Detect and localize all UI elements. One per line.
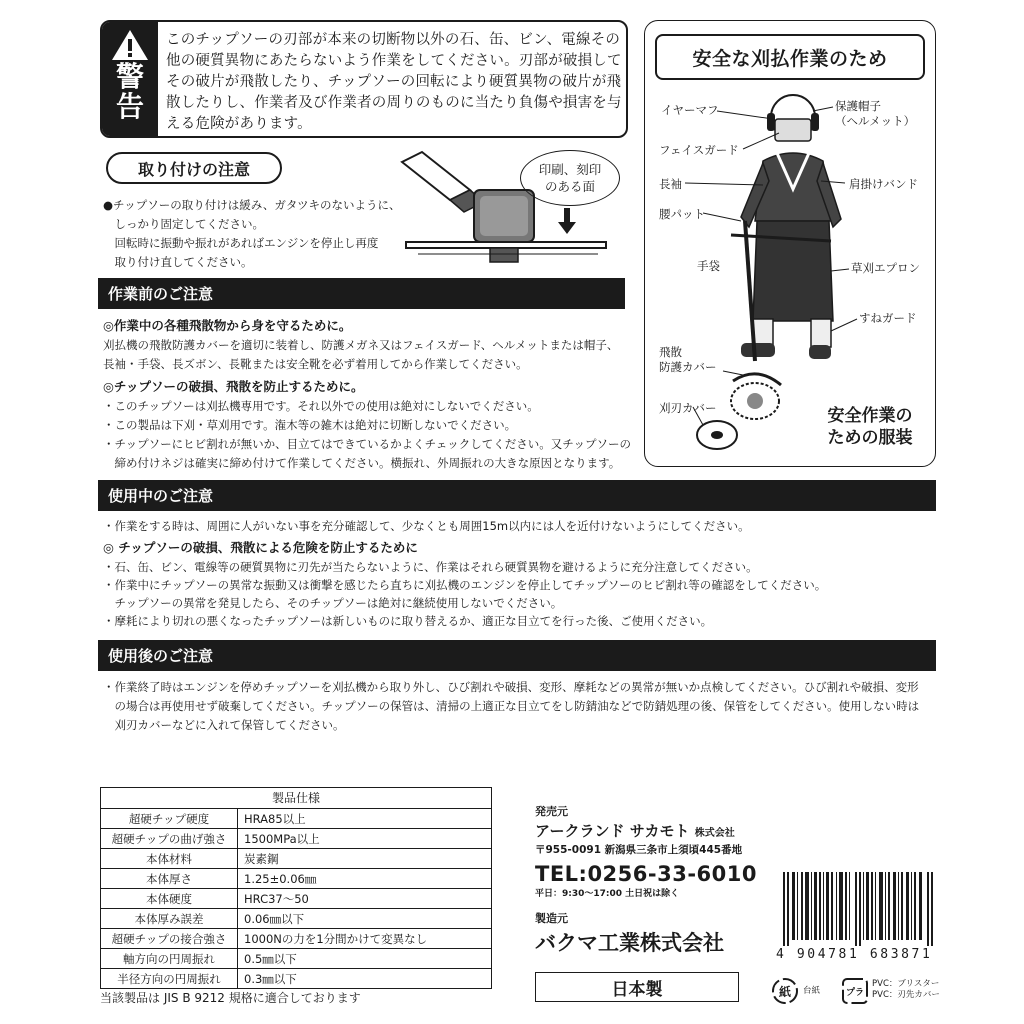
before-work-line: 締め付けネジは確実に締め付けて作業してください。横振れ、外周振れの大きな原因となります。 [103,456,621,470]
seller-address: 〒955-0091 新潟県三条市上須頃445番地 [535,844,743,856]
seller-name-text: アークランド サカモト [535,822,690,840]
panel-caption-text: 安全作業の ための服装 [827,406,913,448]
spec-value: 1.25±0.06㎜ [238,869,492,889]
before-work-header: 作業前のご注意 [98,278,625,309]
during-use-line: チップソーの異常を発見したら、そのチップソーは絶対に継続使用しないでください。 [103,596,563,610]
print-side-note [520,150,620,206]
spec-key: 本体厚さ [101,869,238,889]
warning-text: このチップソーの刃部が本来の切断物以外の石、缶、ビン、電線その他の硬質異物にあたらないよう作業をしてください。刃部が破損してその破片が飛散したり、チップソーの回転により硬質異物の破片が飛散したりし、作業者及び作業者の周りのものに当たり負傷や損害を与える危険があります。 [166,32,622,132]
spec-value: HRC37〜50 [238,889,492,909]
spec-key: 半径方向の円周振れ [101,969,238,989]
spec-key: 超硬チップの曲げ強さ [101,829,238,849]
before-work-subheading-1: ◎作業中の各種飛散物から身を守るために。 [103,318,352,333]
warning-box [100,20,628,138]
spec-value: 炭素鋼 [238,849,492,869]
during-use-line: ・作業中にチップソーの異常な振動又は衝撃を感じたら直ちに刈払機のエンジンを停止してチップソーのヒビ割れ等の確認をしてください。 [103,578,827,592]
barcode-image [783,872,935,946]
paper-label: 台紙 [803,986,821,996]
phone-number: TEL:0256-33-6010 [535,862,757,886]
during-use-line: ・作業をする時は、周囲に人がいない事を充分確認して、少なくとも周囲15m以内には人を近付けないようにしてください。 [103,519,750,533]
spec-key: 本体材料 [101,849,238,869]
maker-label: 製造元 [535,912,568,925]
business-hours: 平日：9:30〜17:00 土日祝は除く [535,889,680,899]
before-work-line: 刈払機の飛散防護カバーを適切に装着し、防護メガネ又はフェイスガード、ヘルメットまたは帽子、 [103,338,619,352]
spec-value: 0.5㎜以下 [238,949,492,969]
table-row [101,889,492,909]
mounting-text [103,196,413,272]
label-helmet: 保護帽子 （ヘルメット） [835,99,916,128]
table-row [101,969,492,989]
before-work-line: ・この製品は下刈・草刈用です。潅木等の雑木は絶対に切断しないでください。 [103,418,517,432]
spec-title: 製品仕様 [100,787,492,808]
spec-table [100,787,492,989]
table-row [101,809,492,829]
table-row [101,869,492,889]
panel-title: 安全な刈払作業のため [655,34,925,80]
paper-recycle-icon [770,976,800,1006]
spec-key: 超硬チップの接合強さ [101,929,238,949]
mounting-line: しっかり固定してください。 [103,217,264,231]
before-work-line: ・このチップソーは刈払機専用です。それ以外での使用は絶対にしないでください。 [103,399,539,413]
before-work-line: 長袖・手袋、長ズボン、長靴または安全靴を必ず着用してから作業してください。 [103,357,528,371]
maker-name: バクマ工業株式会社 [535,931,724,955]
label-waist-pad: 腰パット [659,207,705,221]
after-use-line: 刈刃カバーなどに入れて保管してください。 [103,718,345,732]
table-row [101,949,492,969]
print-side-text: 印刷、刻印 のある面 [538,162,602,194]
during-use-header: 使用中のご注意 [98,480,936,511]
made-in-badge: 日本製 [535,972,739,1002]
after-use-header: 使用後のご注意 [98,640,936,671]
spec-value: 0.3㎜以下 [238,969,492,989]
table-row [101,909,492,929]
safety-panel [644,20,936,467]
label-gloves: 手袋 [697,259,720,273]
label-shin-guard: すねガード [859,311,917,325]
mounting-line: ●チップソーの取り付けは緩み、ガタツキのないように、 [103,198,401,212]
warning-char-1: 警 [115,60,144,93]
mounting-line: 回転時に振動や振れがあればエンジンを停止し再度 [103,236,379,250]
warning-heading [102,22,158,136]
label-face-guard: フェイスガード [659,143,739,157]
spec-key: 超硬チップ硬度 [101,809,238,829]
label-shoulder-band: 肩掛けバンド [849,177,918,191]
barcode-number: 4 904781 683871 [776,947,933,962]
spec-value: 1500MPa以上 [238,829,492,849]
table-row [101,829,492,849]
spec-value: HRA85以上 [238,809,492,829]
warning-char-2: 告 [115,90,144,123]
seller-name [535,820,735,841]
mounting-title: 取り付けの注意 [106,152,282,184]
jis-note: 当該製品は JIS B 9212 規格に適合しております [100,991,361,1005]
plastic-label [872,979,940,1001]
plastic-recycle-icon [840,976,870,1006]
before-work-line: ・チップソーにヒビ割れが無いか、目立てはできているかよくチェックしてください。又チップソーの [103,437,631,451]
paper-mark-text: 紙 [778,985,792,999]
seller-label: 発売元 [535,805,568,818]
plastic-mark-text: プラ [845,988,865,998]
plastic-label-text: PVC：ブリスター PVC：刃先カバー [872,979,940,1000]
spec-value: 1000Nの力を1分間かけて変異なし [238,929,492,949]
table-row [101,849,492,869]
panel-caption [813,405,927,449]
during-use-subheading: ◎ チップソーの破損、飛散による危険を防止するために [103,540,418,555]
label-scatter-cover: 飛散 防護カバー [659,345,717,374]
during-use-line: ・摩耗により切れの悪くなったチップソーは新しいものに取り替えるか、適正な目立てを行った後、ご使用ください。 [103,614,713,628]
label-blade-cover: 刈刃カバー [659,401,717,415]
table-row [101,929,492,949]
mounting-line: 取り付け直してください。 [103,255,253,269]
warning-triangle-icon [110,28,150,62]
spec-key: 本体厚み誤差 [101,909,238,929]
after-use-line: ・作業終了時はエンジンを停めチップソーを刈払機から取り外し、ひび割れや破損、変形、摩耗などの異常が無いか点検してください。ひび割れや破損、変形 [103,680,919,694]
seller-suffix: 株式会社 [694,828,735,839]
during-use-line: ・石、缶、ビン、電線等の硬質異物に刃先が当たらないように、作業はそれら硬質異物を避けるように充分注意してください。 [103,560,758,574]
label-earmuff: イヤーマフ [661,103,719,117]
label-long-sleeve: 長袖 [659,177,682,191]
spec-key: 本体硬度 [101,889,238,909]
label-apron: 草刈エプロン [851,261,920,275]
spec-key: 軸方向の円周振れ [101,949,238,969]
spec-value: 0.06㎜以下 [238,909,492,929]
before-work-subheading-2: ◎チップソーの破損、飛散を防止するために。 [103,379,364,394]
after-use-line: の場合は再使用せず破棄してください。チップソーの保管は、清掃の上適正な目立てをし防錆油などで防錆処理の後、保管をしてください。使用しない時は [103,699,920,713]
